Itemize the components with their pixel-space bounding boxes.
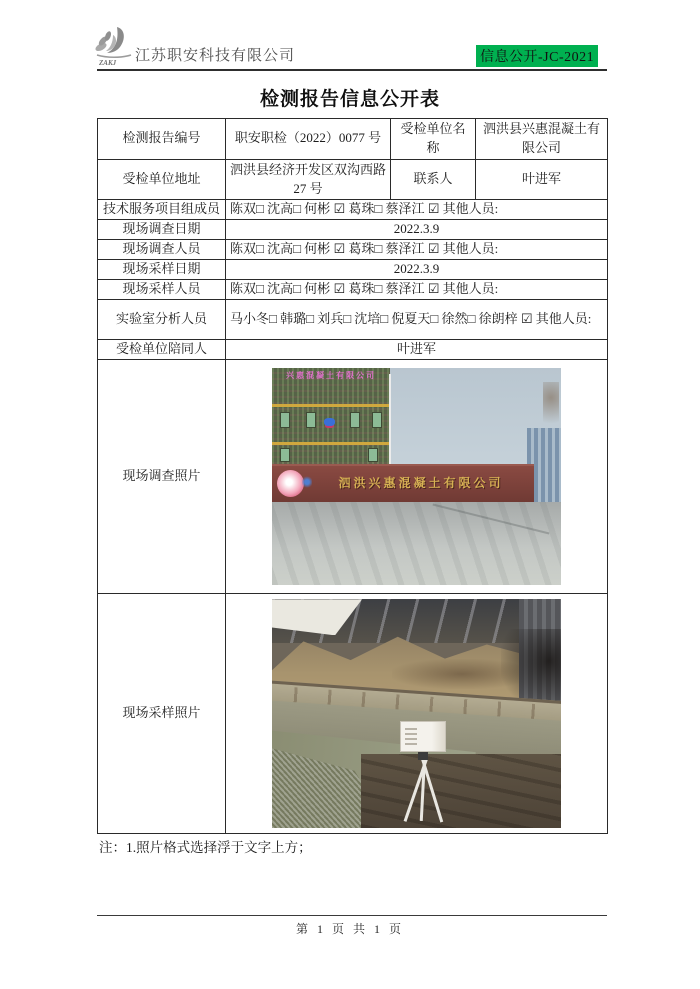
checkbox-field-value: 马小冬□ 韩璐□ 刘兵□ 沈培□ 倪夏天□ 徐然□ 徐朗梓 ☑ 其他人员: <box>226 300 608 340</box>
wall-company-text: 泗洪兴惠混凝土有限公司 <box>338 476 504 491</box>
field-label: 现场调查照片 <box>98 360 226 594</box>
field-label: 技术服务项目组成员 <box>98 200 226 220</box>
company-name: 江苏职安科技有限公司 <box>135 48 296 64</box>
survey-photo-cell <box>226 360 608 594</box>
site-survey-photo <box>272 368 561 585</box>
gate-wall <box>272 464 534 502</box>
field-value: 叶进军 <box>226 340 608 360</box>
field-label: 现场采样日期 <box>98 260 226 280</box>
field-label: 现场调查人员 <box>98 240 226 260</box>
dirt-ground <box>361 754 561 828</box>
footer-divider <box>97 915 607 916</box>
page-title: 检测报告信息公开表 <box>259 89 440 110</box>
table-row <box>98 260 608 280</box>
field-value: 2022.3.9 <box>226 220 608 240</box>
company-logo-icon <box>93 25 135 69</box>
field-label: 现场调查日期 <box>98 220 226 240</box>
table-row <box>98 300 608 340</box>
table-row <box>98 594 608 834</box>
checkbox-field-value: 陈双□ 沈高□ 何彬 ☑ 葛珠□ 蔡泽江 ☑ 其他人员: <box>226 280 608 300</box>
tripod-mount <box>418 752 428 760</box>
field-value: 泗洪县经济开发区双沟西路 27 号 <box>226 159 391 200</box>
footnote: 注：1.照片格式选择浮于文字上方； <box>99 840 312 855</box>
table-row <box>98 240 608 260</box>
table-row <box>98 200 608 220</box>
table-row <box>98 280 608 300</box>
concrete-ground <box>272 502 561 585</box>
page-number: 第 1 页 共 1 页 <box>295 922 404 936</box>
field-value: 叶进军 <box>476 159 608 200</box>
logo-text: ZAKJ <box>99 59 117 67</box>
field-label: 现场采样人员 <box>98 280 226 300</box>
building-logo <box>324 418 335 426</box>
table-row <box>98 360 608 594</box>
field-label: 受检单位名称 <box>391 119 476 160</box>
sampling-photo-cell <box>226 594 608 834</box>
flagpole <box>389 374 391 468</box>
tree <box>543 382 559 434</box>
field-value: 泗洪县兴惠混凝土有限公司 <box>476 119 608 160</box>
header-divider <box>97 69 607 71</box>
building-sign-text: 兴惠混凝土有限公司 <box>286 371 376 381</box>
checkbox-field-value: 陈双□ 沈高□ 何彬 ☑ 葛珠□ 蔡泽江 ☑ 其他人员: <box>226 240 608 260</box>
table-row <box>98 340 608 360</box>
disclosure-table <box>97 118 607 834</box>
field-label: 检测报告编号 <box>98 119 226 160</box>
sampling-instrument <box>400 721 446 752</box>
field-value: 职安职检（2022）0077 号 <box>226 119 391 160</box>
field-label: 联系人 <box>391 159 476 200</box>
table-row <box>98 119 608 160</box>
table-row <box>98 220 608 240</box>
field-label: 实验室分析人员 <box>98 300 226 340</box>
doc-code-badge: 信息公开-JC-2021 <box>476 45 598 67</box>
site-sampling-photo <box>272 599 561 828</box>
field-label: 受检单位陪同人 <box>98 340 226 360</box>
factory-building <box>272 368 390 464</box>
field-label: 现场采样照片 <box>98 594 226 834</box>
table-row <box>98 159 608 200</box>
wall-emblem <box>277 470 304 497</box>
field-value: 2022.3.9 <box>226 260 608 280</box>
field-label: 受检单位地址 <box>98 159 226 200</box>
checkbox-field-value: 陈双□ 沈高□ 何彬 ☑ 葛珠□ 蔡泽江 ☑ 其他人员: <box>226 200 608 220</box>
